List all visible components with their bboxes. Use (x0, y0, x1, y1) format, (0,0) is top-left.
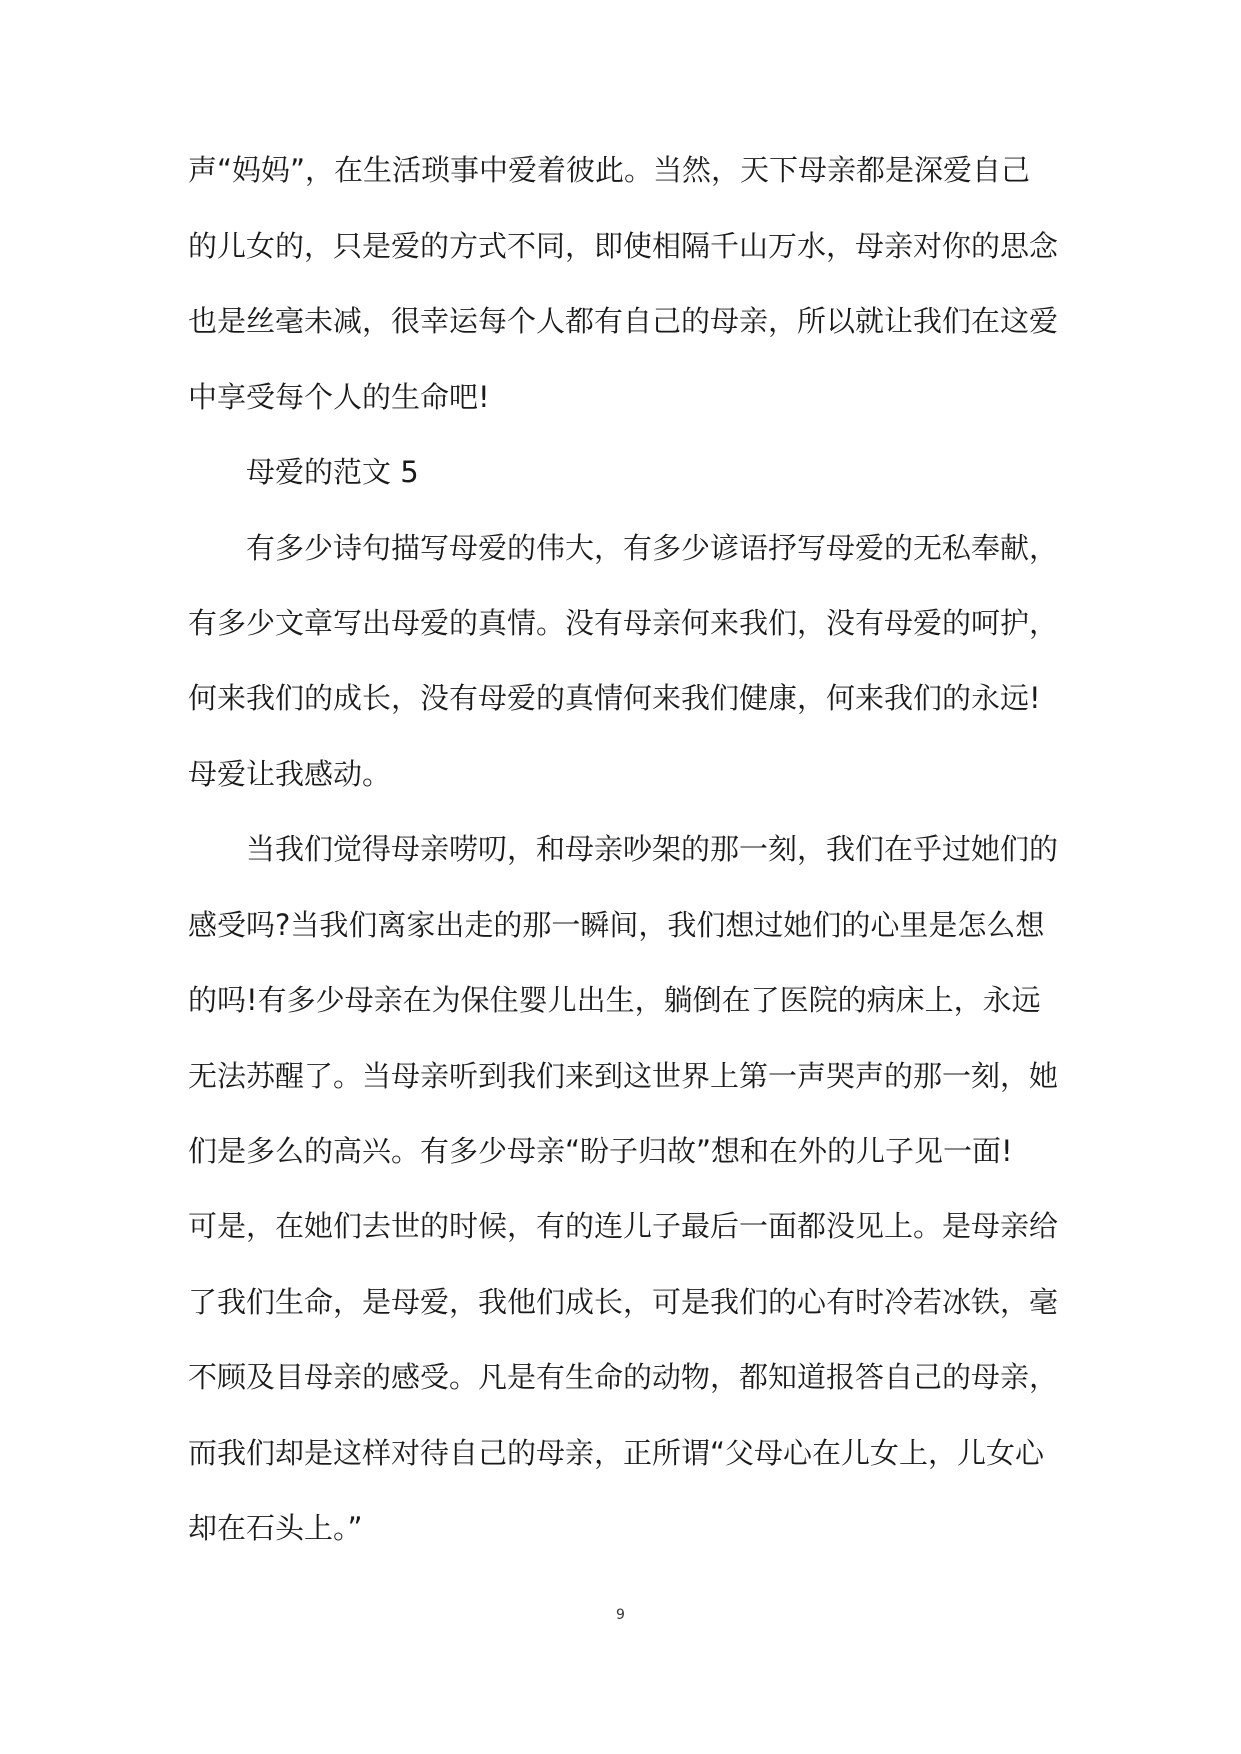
text-line: 了我们生命，是母爱，我他们成长，可是我们的心有时冷若冰铁，毫 (188, 1285, 1059, 1319)
text-line: 们是多么的高兴。有多少母亲“盼子归故”想和在外的儿子见一面! (188, 1134, 1013, 1168)
section-heading: 母爱的范文 5 (246, 455, 419, 489)
text-line: 也是丝毫未减，很幸运每个人都有自己的母亲，所以就让我们在这爱 (188, 304, 1059, 338)
page-number: 9 (616, 1607, 625, 1623)
text-line: 声“妈妈”，在生活琐事中爱着彼此。当然，天下母亲都是深爱自己 (188, 153, 1031, 187)
text-line: 的儿女的，只是爱的方式不同，即使相隔千山万水，母亲对你的思念 (188, 229, 1059, 263)
text-line: 不顾及目母亲的感受。凡是有生命的动物，都知道报答自己的母亲， (188, 1360, 1059, 1394)
text-line: 中享受每个人的生命吧! (188, 380, 490, 414)
text-line: 有多少文章写出母爱的真情。没有母亲何来我们，没有母爱的呵护， (188, 606, 1059, 640)
text-line: 当我们觉得母亲唠叨，和母亲吵架的那一刻，我们在乎过她们的 (246, 832, 1059, 866)
text-line: 可是，在她们去世的时候，有的连儿子最后一面都没见上。是母亲给 (188, 1209, 1059, 1243)
text-line: 有多少诗句描写母爱的伟大，有多少谚语抒写母爱的无私奉献， (246, 531, 1059, 565)
text-line: 感受吗?当我们离家出走的那一瞬间，我们想过她们的心里是怎么想 (188, 908, 1045, 942)
text-line: 而我们却是这样对待自己的母亲，正所谓“父母心在儿女上，儿女心 (188, 1436, 1045, 1470)
text-line: 无法苏醒了。当母亲听到我们来到这世界上第一声哭声的那一刻，她 (188, 1059, 1059, 1093)
text-line: 母爱让我感动。 (188, 757, 392, 791)
text-line: 的吗!有多少母亲在为保住婴儿出生，躺倒在了医院的病床上，永远 (188, 983, 1041, 1017)
text-line: 何来我们的成长，没有母爱的真情何来我们健康，何来我们的永远! (188, 681, 1041, 715)
text-line: 却在石头上。” (188, 1511, 363, 1545)
